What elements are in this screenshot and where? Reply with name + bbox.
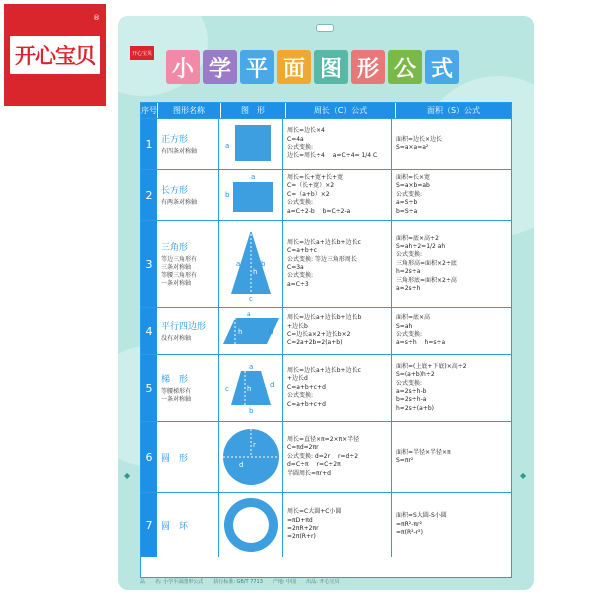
shape-name: 圆 环 xyxy=(161,521,189,532)
row-number: 3 xyxy=(141,221,157,307)
svg-text:b: b xyxy=(224,191,229,199)
brand-mark: 开心宝贝 xyxy=(130,46,154,60)
svg-text:c: c xyxy=(224,385,229,393)
shape-name: 正方形 xyxy=(161,134,189,145)
row-number: 4 xyxy=(141,308,157,354)
perimeter-formula-line: C=2a+2b=2(a+b) xyxy=(287,339,343,347)
perimeter-formula-line: 周长=边长a+边长b+边长c xyxy=(287,367,361,375)
area-formula-line: 面积=长×宽 xyxy=(396,174,431,182)
svg-text:b: b xyxy=(268,328,273,336)
shape-figure xyxy=(219,422,283,492)
area-formula-line: 面积=边长×边长 xyxy=(396,135,443,143)
area-formula-line: a=2s÷h xyxy=(396,284,421,292)
area-formula-line: 面积=底×高 xyxy=(396,314,431,322)
perimeter-formula-cell xyxy=(283,119,392,169)
shape-name: 圆 形 xyxy=(161,453,189,464)
perimeter-formula-line: C=a+b+c+d xyxy=(287,400,326,408)
area-formula-line: S=ah xyxy=(396,322,413,330)
shape-name-cell xyxy=(157,119,219,169)
shape-name: 梯 形 xyxy=(161,374,189,385)
shape-figure xyxy=(219,119,283,169)
title-char: 图 xyxy=(314,50,348,84)
shape-name-cell xyxy=(157,221,219,307)
area-formula-line: S=πr² xyxy=(396,457,414,464)
title-char: 平 xyxy=(240,50,274,84)
perimeter-formula-line: 公式变换: xyxy=(287,199,314,207)
perimeter-formula-line: 公式变换: 等边三角形周长 xyxy=(287,255,357,263)
symmetry-note-line: 一条对称轴 xyxy=(161,280,192,288)
table-row xyxy=(141,307,511,354)
perimeter-formula-line: 公式变换: xyxy=(287,272,314,280)
area-formula-cell xyxy=(392,308,511,354)
area-formula-cell xyxy=(392,170,511,220)
symmetry-note-line: 等边三角形有 xyxy=(161,255,198,263)
area-formula-line: 公式变换: xyxy=(396,379,423,387)
brand-logo xyxy=(4,4,106,106)
perimeter-formula-line: 周长=长+宽+长+宽 xyxy=(287,174,344,182)
area-formula-line: S=ah÷2=1/2 ah xyxy=(396,243,446,251)
area-formula-line: S=(a+b)h÷2 xyxy=(396,371,435,379)
perimeter-formula-line: C=3a xyxy=(287,264,304,271)
perimeter-formula-cell xyxy=(283,221,392,307)
perimeter-formula-line: C=4a xyxy=(287,135,304,143)
diamond-icon: ◆ xyxy=(520,471,527,480)
perimeter-formula-line: 周长=直径×π=2×π×半径 xyxy=(287,436,360,444)
perimeter-formula-line: +边长b xyxy=(287,322,308,330)
header-no: 序号 xyxy=(141,103,158,118)
perimeter-formula-cell xyxy=(283,170,392,220)
perimeter-formula-line: 周长=边长×4 xyxy=(287,127,325,135)
svg-text:r: r xyxy=(252,441,256,449)
perimeter-formula-line: =2πR+2πr xyxy=(287,525,319,532)
shape-name-cell xyxy=(157,355,219,421)
perimeter-formula-line: a=C÷3 xyxy=(287,280,309,288)
svg-text:d: d xyxy=(269,381,274,389)
perimeter-formula-cell xyxy=(283,422,392,492)
area-formula-line: 面积=底×高÷2 xyxy=(396,234,439,242)
title-char: 公 xyxy=(388,50,422,84)
shape-figure xyxy=(219,170,283,220)
svg-text:c: c xyxy=(248,295,253,302)
symmetry-note-line: 等腰三角形有 xyxy=(161,272,198,279)
svg-text:h: h xyxy=(237,328,242,336)
symmetry-note-line: 一条对称轴 xyxy=(161,396,192,403)
title-char: 式 xyxy=(425,50,459,84)
area-formula-line: 面积=S大圆-S小圆 xyxy=(396,512,447,520)
area-formula-line: 公式变换: xyxy=(396,251,423,259)
svg-text:h: h xyxy=(252,268,257,276)
perimeter-formula-cell xyxy=(283,493,392,557)
title-char: 面 xyxy=(277,50,311,84)
shape-name-cell xyxy=(157,170,219,220)
table-row xyxy=(141,492,511,557)
perimeter-formula-line: 周长=边长a+边长b+边长b xyxy=(287,314,362,322)
area-formula-cell xyxy=(392,493,511,557)
row-number: 1 xyxy=(141,119,157,169)
area-formula-cell xyxy=(392,422,511,492)
logo-frame xyxy=(8,34,102,76)
shape-name-cell xyxy=(157,308,219,354)
symmetry-note xyxy=(161,335,218,343)
area-formula-line: S=a×a=a² xyxy=(396,144,429,151)
table-row xyxy=(141,118,511,169)
area-formula-line: =πR²-πr² xyxy=(396,520,422,528)
header-name: 图形名称 xyxy=(158,103,221,118)
symmetry-note xyxy=(161,256,218,288)
svg-text:b: b xyxy=(260,260,265,268)
header-area: 面积（S）公式 xyxy=(426,106,481,115)
area-formula-line: 面积=(上底+下底)×高÷2 xyxy=(396,362,467,370)
shape-name: 长方形 xyxy=(161,185,189,196)
table-row xyxy=(141,220,511,307)
table-body xyxy=(141,118,511,557)
area-formula-line: 三角形高=面积×2÷底 xyxy=(396,259,457,267)
symmetry-note-line: 三条对称轴 xyxy=(161,263,192,271)
area-formula-cell xyxy=(392,119,511,169)
svg-text:a: a xyxy=(250,173,255,181)
registered-mark: ® xyxy=(93,14,100,22)
perimeter-formula-line: C=a+b+c+d xyxy=(287,383,326,391)
perimeter-formula-cell xyxy=(283,355,392,421)
symmetry-note xyxy=(161,148,218,156)
perimeter-formula-line: =πD+πd xyxy=(287,516,313,524)
diamond-icon: ◆ xyxy=(124,471,131,480)
area-formula-line: a=s÷h h=s÷a xyxy=(396,339,446,347)
symmetry-note-line: 等腰梯形有 xyxy=(161,387,192,395)
title-char: 形 xyxy=(351,50,385,84)
svg-text:d: d xyxy=(238,461,243,469)
perimeter-formula-line: 边长=周长÷4 a=C÷4= 1/4 C xyxy=(287,152,378,160)
perimeter-formula-line: C=（长+宽）×2 xyxy=(287,182,335,190)
svg-text:a: a xyxy=(235,260,240,268)
formula-table xyxy=(140,102,512,578)
row-number: 7 xyxy=(141,493,157,557)
area-formula-line: h=2s÷a xyxy=(396,268,421,276)
symmetry-note-line: 有四条对称轴 xyxy=(161,147,198,155)
perimeter-formula-line: 周长=C大圆+C小圆 xyxy=(287,508,342,516)
area-formula-line: b=S÷a xyxy=(396,207,418,215)
header-figure: 图 形 xyxy=(221,103,286,118)
perimeter-formula-line: C=（a+b）×2 xyxy=(287,190,330,198)
svg-text:a: a xyxy=(248,363,253,371)
perimeter-formula-line: 公式变换: xyxy=(287,144,314,151)
hanging-hole xyxy=(316,24,334,32)
area-formula-line: b=2s÷h-a xyxy=(396,396,427,404)
shape-figure xyxy=(219,355,283,421)
header-perimeter: 周长（C）公式 xyxy=(286,103,396,118)
shape-name: 三角形 xyxy=(161,242,189,253)
area-formula-cell xyxy=(392,355,511,421)
row-number: 5 xyxy=(141,355,157,421)
table-header xyxy=(141,103,511,118)
svg-text:a: a xyxy=(224,142,229,150)
title-char: 学 xyxy=(203,50,237,84)
table-row xyxy=(141,421,511,492)
perimeter-formula-line: C=πd=2πr xyxy=(287,444,319,452)
area-formula-line: 三角形底=面积×2÷高 xyxy=(396,276,457,284)
area-formula-line: =π(R²-r²) xyxy=(396,529,423,537)
page-title xyxy=(166,50,459,84)
product-info: 品 名: 小学平面图形公式 执行标准: GB/T 7713 产地: 中国 出品: 开心宝贝 xyxy=(140,579,340,585)
symmetry-note xyxy=(161,199,218,207)
shape-figure xyxy=(219,308,283,354)
perimeter-formula-line: +边长d xyxy=(287,375,308,383)
area-formula-cell xyxy=(392,221,511,307)
row-number: 6 xyxy=(141,422,157,492)
svg-text:h: h xyxy=(246,385,251,393)
perimeter-formula-line: 半圆周长=πr+d xyxy=(287,469,331,477)
symmetry-note xyxy=(161,388,218,404)
area-formula-line: a=S÷b xyxy=(396,199,418,207)
perimeter-formula-line: C=a+b+c xyxy=(287,247,318,255)
shape-figure xyxy=(219,493,283,557)
perimeter-formula-line: d=C÷π r=C÷2π xyxy=(287,461,341,469)
shape-name-cell xyxy=(157,422,219,492)
perimeter-formula-cell xyxy=(283,308,392,354)
svg-text:b: b xyxy=(248,407,253,415)
perimeter-formula-line: 公式变换: d=2r r=d÷2 xyxy=(287,452,359,460)
area-formula-line: h=2s÷(a+b) xyxy=(396,404,434,412)
shape-figure xyxy=(219,221,283,307)
symmetry-note-line: 没有对称轴 xyxy=(161,334,192,342)
area-formula-line: a=2s÷h-b xyxy=(396,388,427,395)
perimeter-formula-line: C=边长a×2+边长b×2 xyxy=(287,331,351,338)
area-formula-line: 面积=半径×半径×π xyxy=(396,448,451,456)
perimeter-formula-line: 周长=边长a+边长b+边长c xyxy=(287,238,361,246)
table-row xyxy=(141,354,511,421)
perimeter-formula-line: a=C÷2-b b=C÷2-a xyxy=(287,207,351,215)
chart-board xyxy=(118,16,534,590)
symmetry-note-line: 有两条对称轴 xyxy=(161,198,198,206)
logo-text: 开心宝贝 xyxy=(15,44,95,68)
area-formula-line: 公式变换: xyxy=(396,331,423,338)
table-row xyxy=(141,169,511,220)
title-char: 小 xyxy=(166,50,200,84)
shape-name: 平行四边形 xyxy=(161,321,207,332)
area-formula-line: 公式变换: xyxy=(396,190,423,198)
perimeter-formula-line: =2π(R+r) xyxy=(287,533,316,541)
row-number: 2 xyxy=(141,170,157,220)
shape-name-cell xyxy=(157,493,219,557)
svg-text:a: a xyxy=(246,312,251,318)
perimeter-formula-line: 公式变换: xyxy=(287,392,314,400)
area-formula-line: S=a×b=ab xyxy=(396,182,430,190)
